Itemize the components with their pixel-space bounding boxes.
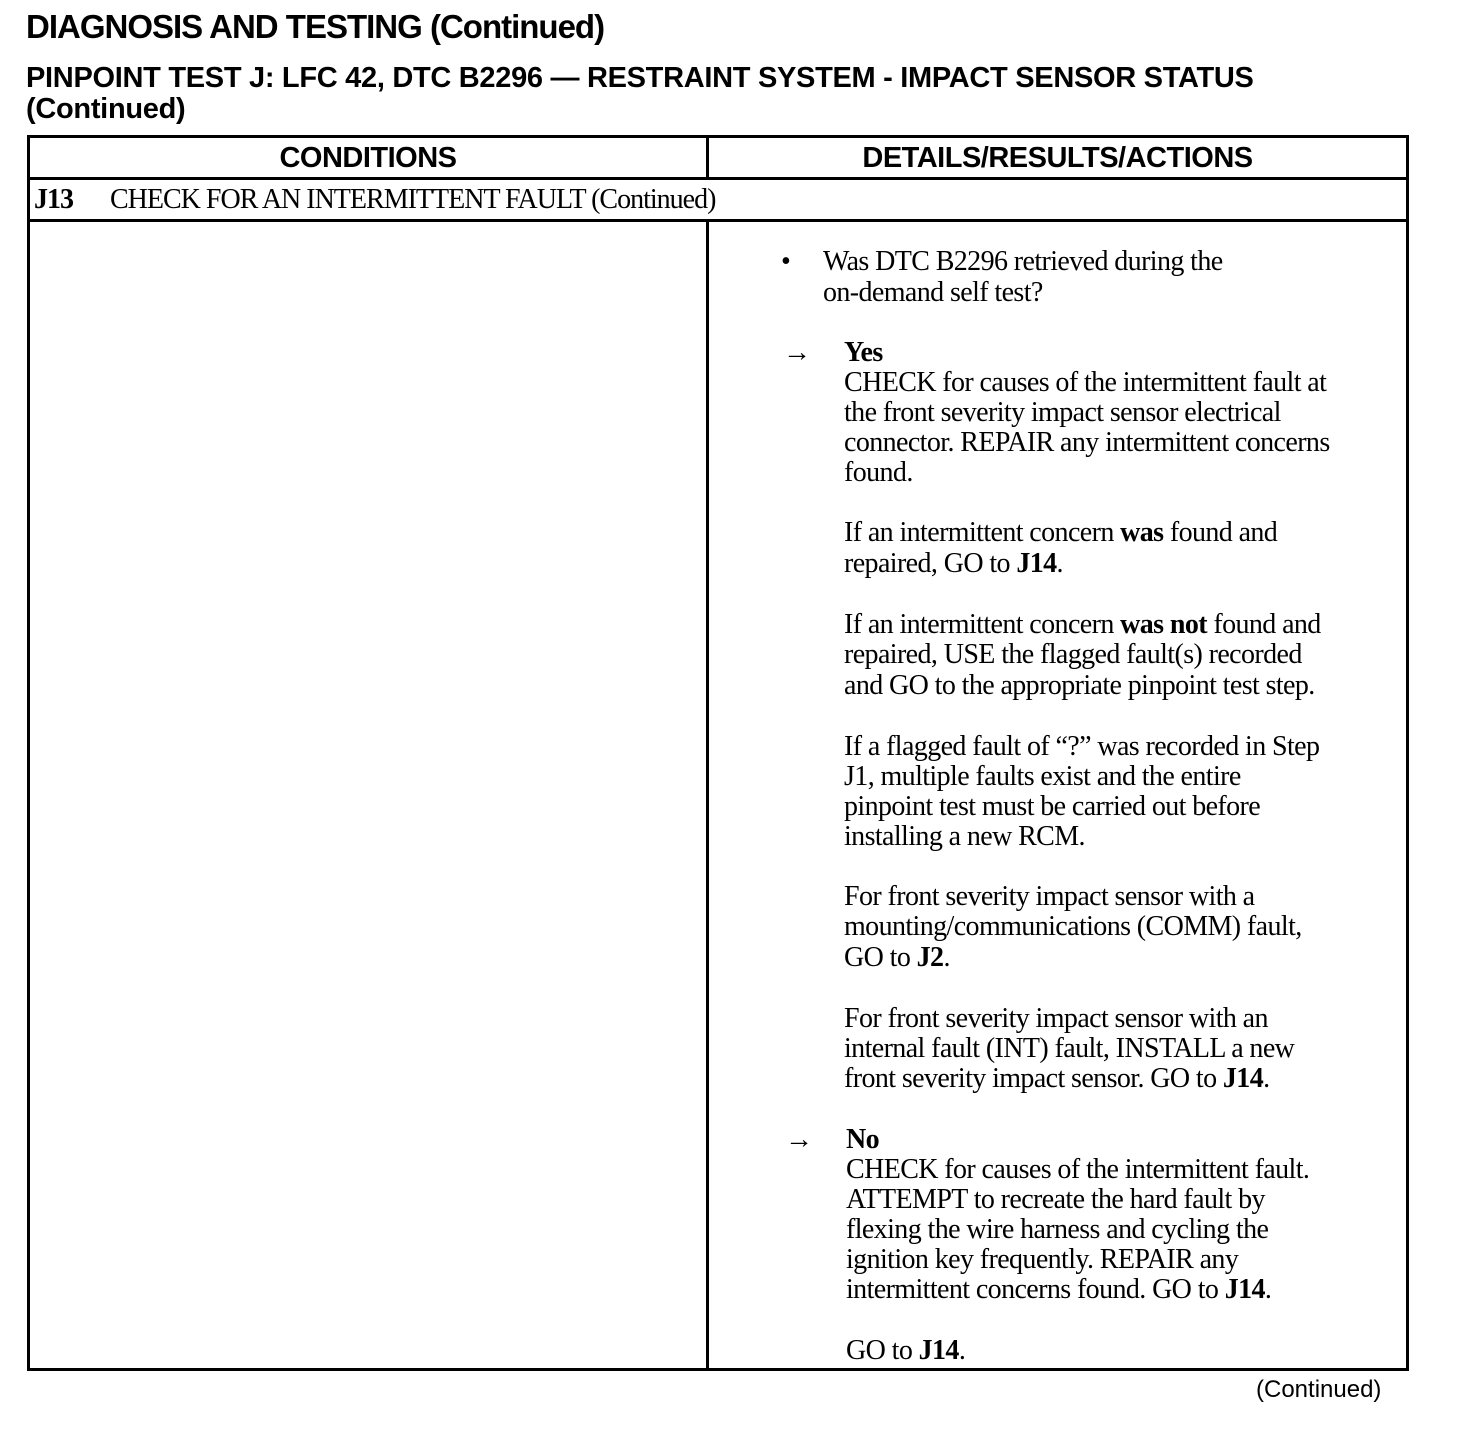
section-title: DIAGNOSIS AND TESTING (Continued): [26, 8, 605, 45]
instruction-line: pinpoint test must be carried out before: [844, 791, 1261, 822]
instruction-line: internal fault (INT) fault, INSTALL a new: [844, 1033, 1295, 1064]
pinpoint-test-table: [27, 135, 1409, 1371]
step-ref: J14: [1016, 548, 1057, 579]
instruction-line: If a flagged fault of “?” was recorded in Step: [844, 731, 1320, 762]
yes-text-line: CHECK for causes of the intermittent fault at: [844, 367, 1327, 398]
instruction-line: J1, multiple faults exist and the entire: [844, 761, 1241, 792]
question-line: Was DTC B2296 retrieved during the: [823, 246, 1223, 277]
yes-text-line: connector. REPAIR any intermittent concerns: [844, 427, 1330, 458]
yes-text-line: the front severity impact sensor electrical: [844, 397, 1281, 428]
instruction-line: installing a new RCM.: [844, 821, 1085, 852]
step-row: [30, 180, 1406, 222]
instruction-line: mounting/communications (COMM) fault,: [844, 911, 1302, 942]
column-divider: [706, 138, 709, 180]
arrow-icon: →: [785, 1124, 813, 1155]
step-ref: J14: [1224, 1274, 1265, 1305]
column-header-details: DETAILS/RESULTS/ACTIONS: [862, 142, 1253, 174]
instruction-line: and GO to the appropriate pinpoint test step.: [844, 670, 1315, 701]
no-text-line: flexing the wire harness and cycling the: [846, 1214, 1269, 1245]
step-title: CHECK FOR AN INTERMITTENT FAULT (Continued): [110, 184, 716, 215]
details-cell: [709, 222, 1406, 1368]
yes-text-line: found.: [844, 457, 913, 488]
pinpoint-test-title: [26, 63, 1426, 125]
no-text-line: CHECK for causes of the intermittent fault.: [846, 1154, 1310, 1185]
arrow-icon: →: [783, 337, 811, 368]
no-label: No: [846, 1124, 880, 1155]
question-line: on-demand self test?: [823, 277, 1043, 308]
bullet: •: [781, 246, 791, 277]
step-ref: J2: [916, 942, 944, 973]
no-text-line: intermittent concerns found. GO to J14.: [846, 1274, 1272, 1305]
continued-footer: (Continued): [1256, 1376, 1382, 1403]
instruction-line: GO to J2.: [844, 942, 950, 973]
step-ref: J14: [918, 1335, 959, 1366]
instruction-line: front severity impact sensor. GO to J14.: [844, 1063, 1270, 1094]
instruction-line: For front severity impact sensor with a: [844, 881, 1255, 912]
instruction-line: repaired, GO to J14.: [844, 548, 1063, 579]
yes-label: Yes: [844, 337, 883, 368]
instruction-line: For front severity impact sensor with an: [844, 1003, 1268, 1034]
instruction-line: If an intermittent concern was not found and: [844, 609, 1321, 640]
no-text-line: ATTEMPT to recreate the hard fault by: [846, 1184, 1265, 1215]
test-title-line1: PINPOINT TEST J: LFC 42, DTC B2296 — RESTRAINT SYSTEM - IMPACT SENSOR STATUS: [26, 62, 1254, 94]
instruction-line: If an intermittent concern was found and: [844, 517, 1278, 548]
step-id: J13: [34, 184, 73, 215]
step-ref: J14: [1222, 1063, 1264, 1094]
final-instruction: GO to J14.: [846, 1335, 966, 1366]
test-title-line2: (Continued): [26, 93, 186, 125]
column-header-conditions: CONDITIONS: [279, 142, 457, 174]
table-header-row: [30, 138, 1406, 180]
instruction-line: repaired, USE the flagged fault(s) recorded: [844, 639, 1302, 670]
no-text-line: ignition key frequently. REPAIR any: [846, 1244, 1239, 1275]
